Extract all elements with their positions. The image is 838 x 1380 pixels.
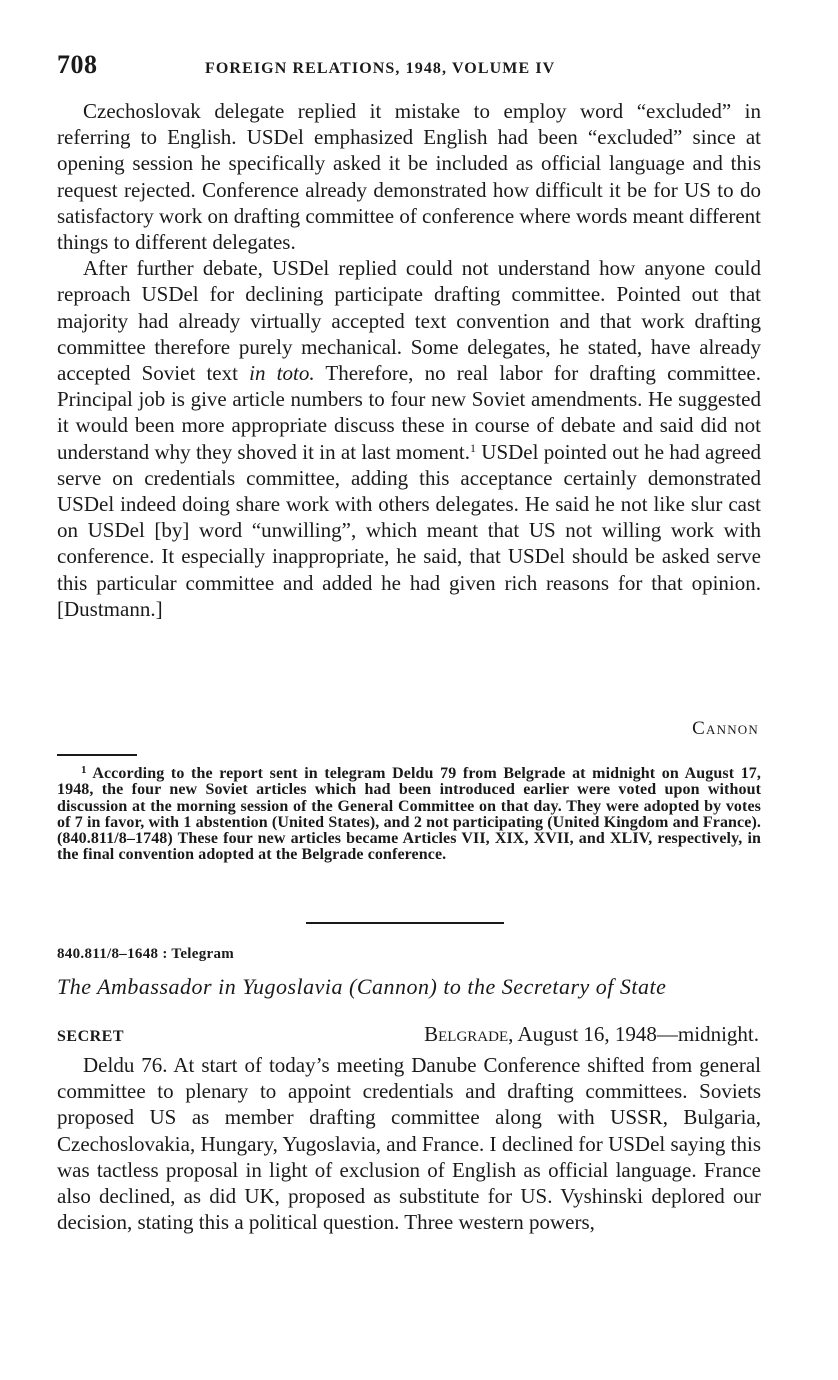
- paragraph-text: After further debate, USDel replied could not understand how anyone could reproach USDel for declining participate drafting committee. Pointed out that majority had already virtually accepted text convention and that work drafting committee therefore purely mechanical. Some delegates, he stated, have already accepted Soviet text: [57, 256, 761, 386]
- footnote-reference[interactable]: 1: [469, 440, 476, 455]
- signature: Cannon: [692, 718, 759, 739]
- paragraph-text: Therefore, no real labor for drafting committee. Principal job is give article numbers to four new Soviet amendments. He suggested it would been more appropriate discuss these in course of debate and said did not understand why they shoved it in at last moment.: [57, 361, 761, 464]
- body-paragraph: Czechoslovak delegate replied it mistake to employ word “excluded” in referring to English. USDel emphasized English had been “excluded” since at opening session he specifically asked it be included as official language and this request rejected. Conference already demonstrated how difficult it be for US to do satisfactory work on drafting committee of conference where words meant different things to different delegates.: [57, 99, 762, 255]
- body-paragraph: Deldu 76. At start of today’s meeting Danube Conference shifted from general committee to plenary to appoint credentials and drafting committees. Soviets proposed US as member drafting committee along with USSR, Bulgaria, Czechoslovakia, Hungary, Yugoslavia, and France. I declined for USDel saying this was tactless proposal in light of exclusion of English as official language. France also declined, as did UK, proposed as substitute for US. Vyshinski deplored our decision, stating this a political question. Three western powers,: [57, 1053, 761, 1235]
- paragraph-text: USDel pointed out he had agreed serve on credentials committee, adding this acceptance certainly demonstrated USDel indeed doing share work with others delegates. He said he not like slur cast on USDel [by] word “unwilling”, which meant that US not willing work with conference. It especially inappropriate, he said, that USDel should be asked serve this particular committee and added he had given rich reasons for that opinion. [Dustmann.]: [57, 439, 761, 621]
- footnote-text: According to the report sent in telegram Deldu 79 from Belgrade at midnight on August 17, 1948, the four new Soviet articles which had been introduced earlier were voted upon without discussion at the morning session of the General Committee on that day. They were adopted by votes of 7 in favor, with 1 abstention (United States), and 2 not participating (United Kingdom and France). (840.811/8–1748) These four new articles became Articles VII, XIX, XVII, and XLIV, respectively, in the final convention adopted at the Belgrade conference.: [57, 765, 762, 864]
- document-file-reference: 840.811/8–1648 : Telegram: [57, 946, 235, 962]
- classification-label: SECRET: [57, 1028, 125, 1045]
- footnote-marker: 1: [81, 764, 87, 776]
- dateline-date: August 16, 1948—midnight.: [513, 1022, 759, 1046]
- section-divider: [306, 922, 504, 924]
- continued-telegram-text: [57, 98, 761, 622]
- dateline-place: Belgrade,: [424, 1022, 514, 1046]
- footnote: [57, 766, 761, 864]
- page-number: 708: [57, 50, 98, 79]
- footnote-divider: [57, 754, 137, 756]
- document-heading: The Ambassador in Yugoslavia (Cannon) to the Secretary of State: [57, 974, 667, 999]
- italic-phrase: in toto.: [249, 361, 315, 386]
- body-paragraph: [57, 255, 761, 622]
- running-title: FOREIGN RELATIONS, 1948, VOLUME IV: [205, 60, 556, 77]
- telegram-body: [57, 1052, 761, 1235]
- running-head: [57, 50, 761, 84]
- dateline: [424, 1022, 759, 1047]
